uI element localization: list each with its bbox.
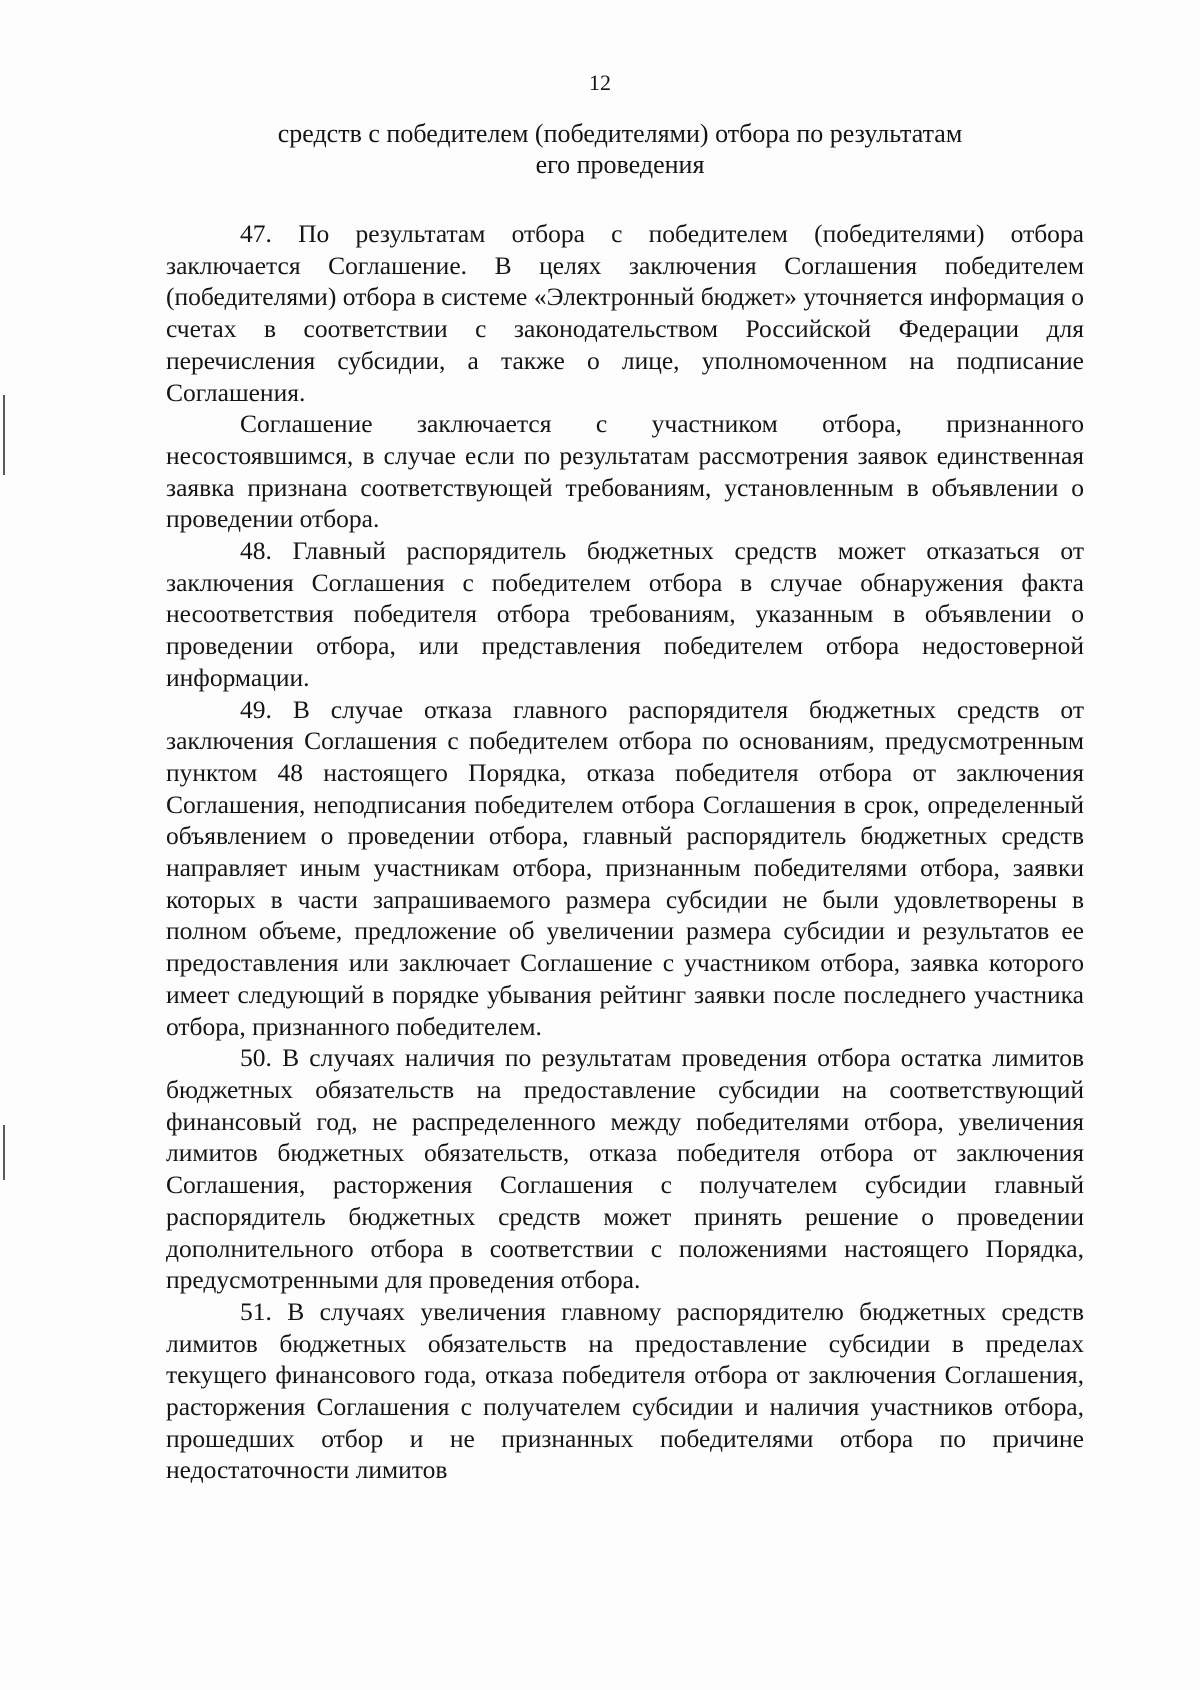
paragraph-47: 47. По результатам отбора с победителем (победителями) отбора заключается Соглашение. В целях заключения Соглашения победителем (победителями) отбора в системе «Электронный бюджет» уточняется информация о счетах в соответствии с законодательством Российской Федерации для перечисления субсидии, а также о лице, уполномоченном на подписание Соглашения. bbox=[166, 219, 1084, 407]
paragraph-50: 50. В случаях наличия по результатам проведения отбора остатка лимитов бюджетных обязательств на предоставление субсидии на соответствующий финансовый год, не распределенного между победителями отбора, увеличения лимитов бюджетных обязательств, отказа победителя отбора от заключения Соглашения, расторжения Соглашения с получателем субсидии главный распорядитель бюджетных средств может принять решение о проведении дополнительного отбора в соответствии с положениями настоящего Порядка, предусмотренными для проведения отбора. bbox=[166, 1043, 1084, 1295]
document-body bbox=[166, 218, 1084, 1486]
paragraph-51: 51. В случаях увеличения главному распорядителю бюджетных средств лимитов бюджетных обязательств на предоставление субсидии в пределах текущего финансового года, отказа победителя отбора от заключения Соглашения, расторжения Соглашения с получателем субсидии и наличия участников отбора, прошедших отбор и не признанных победителями отбора по причине недостаточности лимитов bbox=[166, 1296, 1084, 1485]
paragraph-47-continued: Соглашение заключается с участником отбора, признанного несостоявшимся, в случае если по результатам рассмотрения заявок единственная заявка признана соответствующей требованиям, установленным в объявлении о проведении отбора. bbox=[166, 409, 1084, 534]
paragraph-49: 49. В случае отказа главного распорядителя бюджетных средств от заключения Соглашения с победителем отбора по основаниям, предусмотренным пунктом 48 настоящего Порядка, отказа победителя отбора от заключения Соглашения, неподписания победителем отбора Соглашения в срок, определенный объявлением о проведении отбора, главный распорядитель бюджетных средств направляет иным участникам отбора, признанным победителями отбора, заявки которых в части запрашиваемого размера субсидии не были удовлетворены в полном объеме, предложение об увеличении размера субсидии и результатов ее предоставления или заключает Соглашение с участником отбора, заявка которого имеет следующий в порядке убывания рейтинг заявки после последнего участника отбора, признанного победителем. bbox=[166, 694, 1084, 1041]
section-heading bbox=[170, 118, 1070, 180]
paragraph-48: 48. Главный распорядитель бюджетных средств может отказаться от заключения Соглашения с победителем отбора в случае обнаружения факта несоответствия победителя отбора требованиям, указанным в объявлении о проведении отбора, или представления победителем отбора недостоверной информации. bbox=[166, 536, 1084, 692]
page-number: 12 bbox=[589, 70, 611, 95]
section-heading-line: средств с победителем (победителями) отбора по результатам bbox=[277, 119, 963, 148]
section-heading-line: его проведения bbox=[535, 150, 705, 179]
scan-edge-mark bbox=[3, 1125, 5, 1180]
scan-edge-mark bbox=[3, 395, 5, 475]
